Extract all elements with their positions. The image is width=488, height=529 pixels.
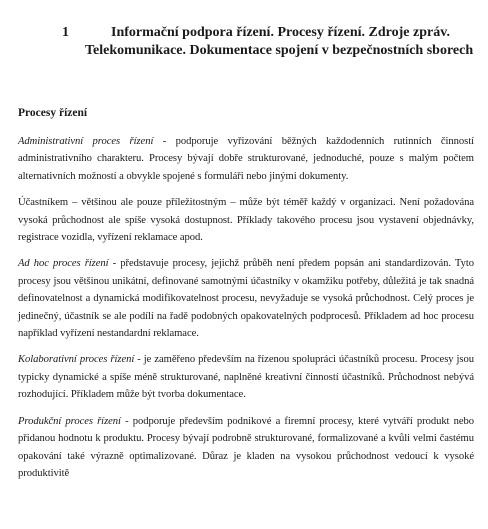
section-heading: Procesy řízení	[18, 107, 88, 119]
chapter-heading	[18, 24, 474, 60]
paragraph-term: Ad hoc proces řízení	[18, 258, 109, 270]
document-page	[18, 24, 474, 491]
chapter-number-cell	[18, 24, 111, 42]
paragraph-collaborative	[18, 351, 474, 403]
paragraph-administrative	[18, 133, 474, 185]
paragraph-term: Administrativní proces řízení	[18, 136, 154, 147]
paragraph-body: Účastníkem – většinou ale pouze příležitostným – může být téměř každý v organizaci. Není požadována vysoká průchodnost ale spíše vysoká dostupnost. Příklady takového procesu jsou vystavení objednávky, registrace vozidla, vyřízení reklamace apod.	[18, 197, 474, 244]
paragraph-term: Produkční proces řízení	[18, 415, 121, 427]
paragraph-ad-hoc	[18, 255, 474, 342]
chapter-title-line-1: Informační podpora řízení. Procesy řízení. Zdroje zpráv.	[111, 25, 450, 40]
paragraph-body: - je zaměřeno především na řízenou spolupráci účastníků procesu. Procesy jsou typicky dynamické a spíše méně strukturované, naplněné kreativní činností účastníků. Průchodnost nebývá rozhodující. Příkladem může být tvorba dokumentace.	[18, 354, 475, 401]
chapter-title-line-2: Telekomunikace. Dokumentace spojení v bezpečnostních sborech	[85, 43, 474, 58]
paragraph-production	[18, 413, 474, 483]
paragraph-participants	[18, 194, 474, 246]
paragraph-body: - představuje procesy, jejichž průběh není předem popsán ani standardizován. Tyto procesy jsou většinou unikátní, definované samotnými účastníky v okamžiku potřeby, důležitá je tak snadná definovatelnost a dynamická modifikovatelnost procesu, nevyžaduje se vysoká průchodnost. Celý proces je jedinečný, účastník se ale podílí na řadě podobných opakovatelných podprocesů. Příkladem ad hoc procesu například vyřízení nestandardní reklamace.	[18, 258, 474, 340]
chapter-title	[85, 24, 474, 60]
chapter-number: 1	[62, 25, 69, 40]
paragraph-body: - podporuje vyřizování běžných každodenních rutinních činností administrativního charakteru. Procesy bývají dobře strukturované, jednoduché, pouze s malým počtem alternativních možností a obvykle spojené s formuláři nebo jinými dokumenty.	[18, 136, 474, 182]
paragraph-body: - podporuje především podnikové a firemní procesy, které vytváří produkt nebo přidanou hodnotu k produktu. Procesy bývají podrobně strukturované, formalizované a kvůli velmi častému opakování také výrazně optimalizované. Důraz je kladen na vysokou průchodnost vedoucí k vysoké produktivitě	[18, 415, 474, 479]
paragraph-term: Kolaborativní proces řízení	[18, 354, 135, 366]
